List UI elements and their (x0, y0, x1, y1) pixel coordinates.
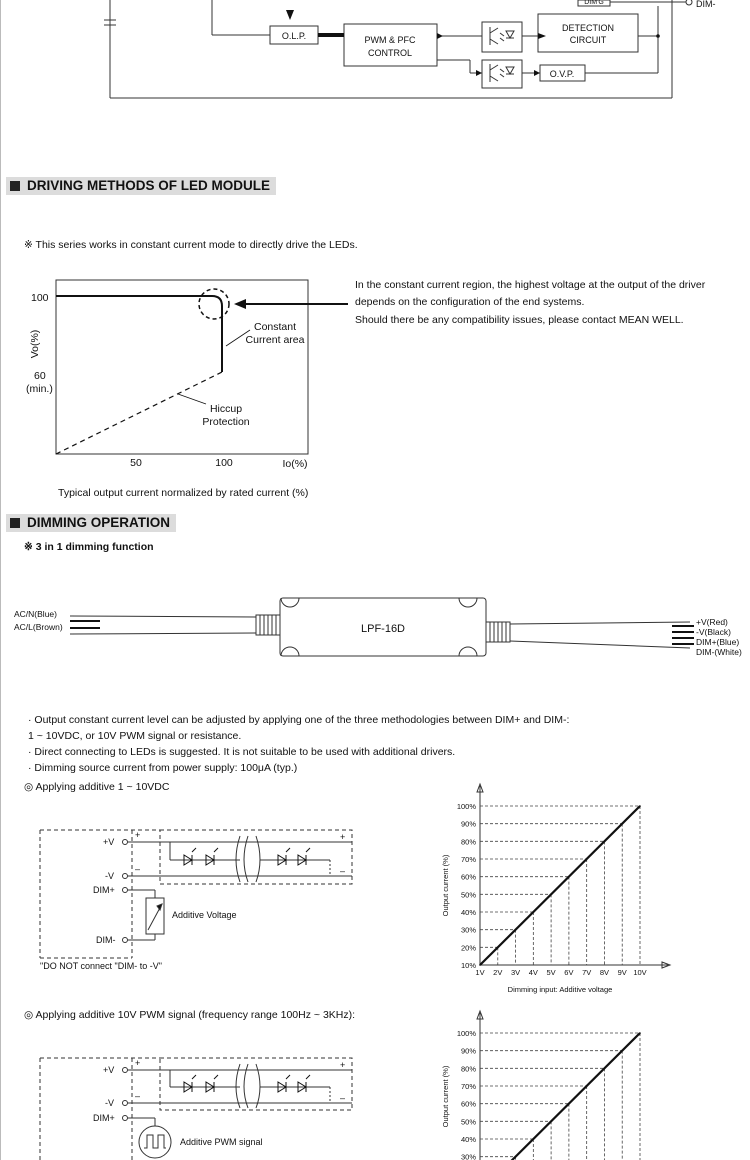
chart-y-tick-label: 40% (460, 908, 476, 917)
m2-plus-right: + (340, 1060, 346, 1070)
chart-x-tick-label: 9V (617, 968, 627, 977)
chart-y-tick-label: 90% (460, 1046, 476, 1056)
chart-x-tick-label: 8V (599, 968, 610, 977)
m1-dim-minus: DIM- (96, 935, 116, 945)
chart-y-tick-label: 30% (460, 925, 476, 935)
m1-minus-left: – (135, 864, 141, 874)
m1-plus-right: + (340, 832, 346, 842)
vi-annot-cc: Constant (253, 321, 297, 333)
vi-x-tick: 50 (130, 457, 142, 469)
chart-x-tick-label: 5V (546, 968, 556, 977)
chart-y-label: Output current (%) (441, 854, 450, 917)
chart-y-tick-label: 100% (456, 802, 476, 811)
m1-dim-plus: DIM+ (93, 885, 115, 895)
detection-label-2: CIRCUIT (569, 35, 607, 45)
m2-source-label: Additive PWM signal (180, 1137, 263, 1147)
chart-data-point (586, 1085, 588, 1087)
driving-heading-text: DRIVING METHODS OF LED MODULE (27, 178, 270, 193)
method2-title: ◎ Applying additive 10V PWM signal (frequency range 100Hz ~ 3KHz): (24, 1009, 356, 1021)
chart-y-tick-label: 90% (460, 819, 476, 829)
input-wire-label: AC/N(Blue) (14, 609, 57, 619)
chart-data-point (568, 1103, 570, 1105)
vi-y-mid-sub: (min.) (26, 383, 53, 395)
chart-data-point (621, 1050, 623, 1052)
detection-label: DETECTION (561, 23, 615, 33)
chart-y-tick-label: 30% (460, 1152, 476, 1160)
input-wire-label: AC/L(Brown) (14, 622, 63, 632)
chart-data-point (604, 1068, 606, 1070)
m2-dim-plus: DIM+ (93, 1113, 115, 1123)
chart-x-label: Dimming input: Additive voltage (507, 985, 613, 994)
dim-minus-label: DIM- (696, 0, 716, 9)
driving-description-line: In the constant current region, the highest voltage at the output of the driver (355, 279, 706, 291)
chart-y-tick-label: 50% (460, 890, 476, 900)
m2-minus-left: – (135, 1091, 141, 1101)
chart-data-point (515, 1156, 517, 1158)
vi-x-label: Io(%) (282, 458, 308, 470)
output-wire-label: -V(Black) (696, 627, 731, 637)
chart-x-tick-label: 1V (475, 968, 485, 977)
chart-data-point (550, 1121, 552, 1123)
chart-y-tick-label: 60% (460, 872, 476, 882)
chart-data-point (639, 1032, 641, 1034)
bullet-item: · Dimming source current from power supply: 100μA (typ.) (28, 762, 298, 774)
dimming-subheading: ※ 3 in 1 dimming function (24, 541, 154, 553)
m2-plus-left: + (135, 1058, 141, 1068)
chart-y-tick-label: 80% (460, 837, 476, 847)
output-wire-label: DIM+(Blue) (696, 637, 740, 647)
chart-y-tick-label: 60% (460, 1099, 476, 1109)
vi-chart-caption: Typical output current normalized by rated current (%) (58, 487, 309, 499)
dimming-box-label: DIM'G (584, 0, 604, 6)
chart-y-tick-label: 70% (460, 855, 476, 864)
chart-x-tick-label: 3V (510, 968, 521, 977)
vi-y-mid: 60 (34, 370, 46, 382)
chart-y-tick-label: 20% (460, 943, 476, 953)
chart-y-tick-label: 50% (460, 1117, 476, 1127)
olp-label: O.L.P. (281, 31, 307, 41)
chart-data-point (533, 1138, 535, 1140)
vi-annot-hiccup-2: Protection (202, 416, 250, 428)
m1-neg-v: -V (105, 871, 114, 881)
bullet-item: 1 ~ 10VDC, or 10V PWM signal or resistance. (28, 730, 242, 742)
chart-x-tick-label: 7V (582, 968, 592, 977)
ovp-label: O.V.P. (549, 69, 575, 79)
dimming-heading-text: DIMMING OPERATION (27, 515, 170, 530)
chart-series-line (480, 1033, 640, 1160)
chart-x-tick-label: 2V (493, 968, 503, 977)
vi-annot-hiccup: Hiccup (209, 403, 243, 415)
chart-x-tick-label: 4V (528, 968, 538, 977)
chart-x-tick-label: 6V (564, 968, 574, 977)
vi-x-tick: 100 (215, 457, 233, 469)
driving-description-line: depends on the configuration of the end systems. (355, 296, 585, 308)
method1-title: ◎ Applying additive 1 ~ 10VDC (24, 781, 170, 793)
m1-source-label: Additive Voltage (172, 910, 237, 920)
chart-y-tick-label: 40% (460, 1135, 476, 1144)
driving-description-line: Should there be any compatibility issues, please contact MEAN WELL. (355, 314, 684, 326)
pwm-pfc-label-2: CONTROL (367, 48, 413, 58)
chart-y-tick-label: 100% (456, 1029, 476, 1038)
output-wire-label: +V(Red) (696, 617, 728, 627)
m1-minus-right: – (340, 866, 346, 876)
vi-y-top: 100 (31, 292, 49, 304)
output-wire-label: DIM-(White) (696, 647, 742, 657)
m1-plus-left: + (135, 830, 141, 840)
m2-neg-v: -V (105, 1098, 114, 1108)
pwm-pfc-label: PWM & PFC (364, 35, 416, 45)
bullet-item: · Output constant current level can be adjusted by applying one of the three methodologies between DIM+ and DIM-: (28, 714, 570, 726)
chart-y-tick-label: 80% (460, 1064, 476, 1074)
m2-minus-right: – (340, 1093, 346, 1103)
m1-pos-v: +V (103, 837, 115, 847)
m1-warning: "DO NOT connect "DIM- to -V" (40, 961, 162, 971)
m2-pos-v: +V (103, 1065, 115, 1075)
chart-y-tick-label: 10% (460, 961, 476, 970)
chart-x-tick-label: 10V (633, 968, 647, 977)
chart-y-label: Output current (%) (441, 1065, 450, 1128)
product-model: LPF-16D (360, 623, 406, 635)
driving-note: ※ This series works in constant current mode to directly drive the LEDs. (24, 239, 358, 251)
bullet-item: · Direct connecting to LEDs is suggested. It is not suitable to be used with additional drivers. (28, 746, 456, 758)
chart-y-tick-label: 70% (460, 1082, 476, 1091)
vi-y-label: Vo(%) (29, 329, 41, 359)
vi-annot-cc-2: Current area (245, 334, 305, 346)
